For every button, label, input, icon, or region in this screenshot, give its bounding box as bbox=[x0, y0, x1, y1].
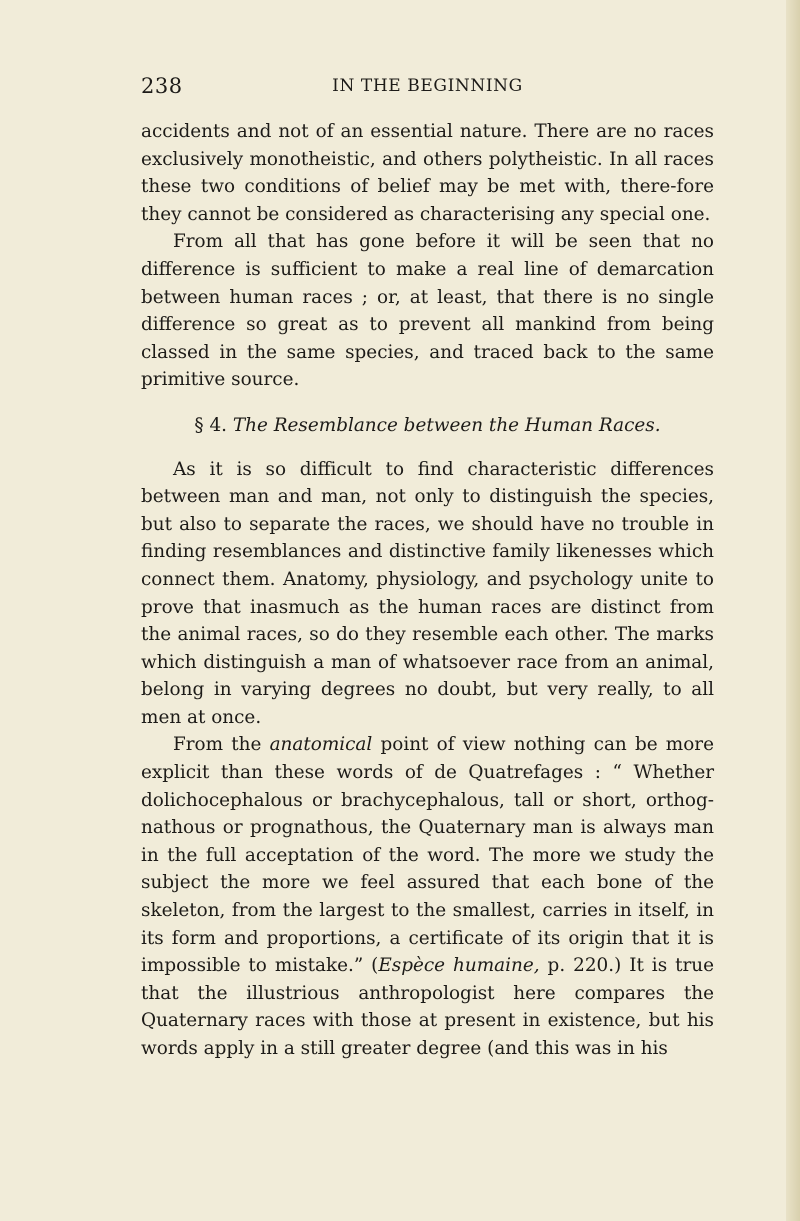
page-header bbox=[141, 74, 714, 104]
paragraph-4-anatomical: anatomical bbox=[269, 734, 373, 756]
page-edge-shadow bbox=[786, 0, 800, 1221]
page-number: 238 bbox=[141, 74, 183, 98]
paragraph-2: From all that has gone before it will be seen that no difference is sufficient to make a real line of demarcation between human races ; or, at least, that there is no single difference so great as to prevent all mankind from being classed in the same species, and traced back to the same primitive source. bbox=[141, 231, 714, 391]
paragraph-1: accidents and not of an essential nature. There are no races exclusively monotheistic, and others polytheistic. In all races these two conditions of belief may be met with, there-fore they cannot be considered as characterising any special one. bbox=[141, 121, 714, 225]
section-title: The Resemblance between the Human Races. bbox=[232, 414, 661, 436]
paragraph-4-citation: Espèce humaine, bbox=[378, 955, 540, 977]
running-head: IN THE BEGINNING bbox=[332, 76, 523, 96]
paragraph-4-text-b: point of view nothing can be more explicit than these words of de Quatrefages : “ Whether dolichocephalous or brachycephalous, tall or short, orthog-nathous or prognathous, the Quaternary man is always man in the full acceptation of the word. The more we study the subject the more we feel assured that each bone of the skeleton, from the largest to the smallest, carries in itself, in its form and proportions, a certificate of its origin that it is impossible to mistake.” ( bbox=[141, 734, 714, 977]
paragraph-4-text-a: From the bbox=[173, 734, 262, 756]
paragraph-4-text-c: p. 220.) It is true that the illustrious anthropologist here compares the Quaternary races with those at present in existence, but his words apply in a still greater degree (and this was in his bbox=[141, 955, 714, 1059]
section-heading bbox=[141, 412, 714, 440]
section-number: § 4. bbox=[194, 414, 227, 436]
body-text bbox=[141, 118, 714, 1063]
paragraph-3: As it is so difficult to find characteristic differences between man and man, not only to distinguish the species, but also to separate the races, we should have no trouble in finding resemblances and distinctive family likenesses which connect them. Anatomy, physiology, and psychology unite to prove that inasmuch as the human races are distinct from the animal races, so do they resemble each other. The marks which distinguish a man of whatsoever race from an animal, belong in varying degrees no doubt, but very really, to all men at once. bbox=[141, 458, 714, 728]
paragraph-4 bbox=[141, 731, 714, 1062]
